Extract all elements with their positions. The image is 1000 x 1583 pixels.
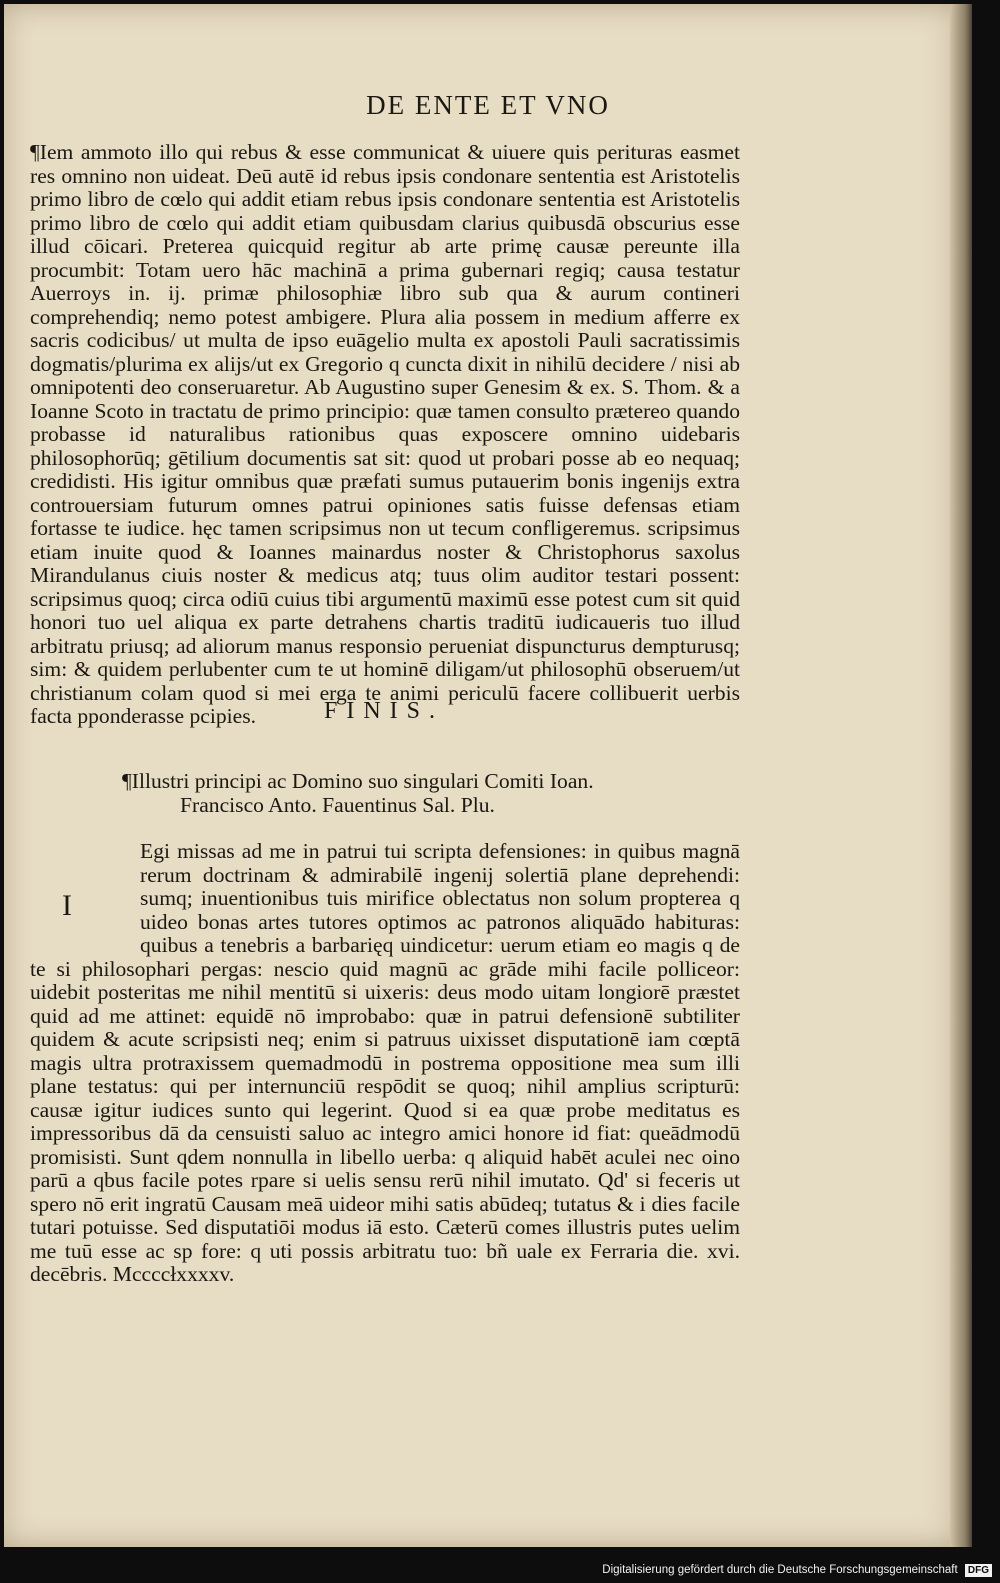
letter-text: Egi missas ad me in patrui tui scripta defensiones: in quibus magnā rerum doctrinam & admirabilē ingenij solertiā plane deprehendi: sumq; inuentionibus tuis mirifice oblectatus non solum propterea q uideo bonas artes tutores optimos ac patronos aliquādo habituras: quibus a tenebris a barbarięq uindicetur: uerum etiam eo magis q de te si philosophari pergas: nescio quid magnū ac grāde mihi facile polliceor: uidebit posteritas me nihil mentitū si uixeris: deus modo uitam longiorē præstet quid ad me attinet: equidē nō improbabo: quæ in patrui defensionē subtiliter quidem & acute scripsisti neq; enim si patruus uixisset disputationē iam cœptā magis ultra protraxissem quemadmodū in postrema oppositione mea sum illi plane testatus: qui per internunciū respōdit se quoq; nihil amplius scripturū: causæ igitur iudices sunto qui legerint. Quod si ea quæ probe meditatus es impressoribus dā da censuisti saluo ac integro amici honore id fiat: queādmodū promisisti. Sunt qdem nonnulla in libello uerba: q aliquid habēt aculei nec oino parū a qbus facile potes rpare si uelis sensu rerū nihil imutato. Qd' si feceris ut spero nō erit ingratū Causam meā uideor mihi satis abūdeq; tutatus & i dies facile tutari potuisse. Sed disputatiōi modus iā esto. Cæterū comes illustris putes uelim me tuū esse ac sp fore: q uti possis arbitratu tuo: bñ uale ex Ferraria die. xvi. decēbris. Mccccłxxxxv. <box>30 839 740 1286</box>
book-page <box>4 4 972 1547</box>
dfg-logo: DFG <box>965 1564 992 1577</box>
footer-credit <box>602 1564 992 1577</box>
letter-salutation <box>122 770 642 817</box>
footer-credit-text: Digitalisierung gefördert durch die Deutsche Forschungsgemeinschaft <box>602 1564 958 1576</box>
running-head: DE ENTE ET VNO <box>366 90 610 120</box>
letter-text-block <box>30 840 740 1287</box>
guide-initial: I <box>62 889 72 922</box>
finis-heading: FINIS. <box>323 698 444 724</box>
initial-space <box>30 840 140 957</box>
salutation-line-1: ¶Illustri principi ac Domino suo singulari Comiti Ioan. <box>122 769 594 793</box>
salutation-line-2: Francisco Anto. Fauentinus Sal. Plu. <box>180 792 495 817</box>
body-text: ¶Iem ammoto illo qui rebus & esse communicat & uiuere quis perituras easmet res omnino non uideat. Deū autē id rebus ipsis condonare sententia est Aristotelis primo libro de cœlo qui addit etiam rebus ipsis condonare sententia est Aristotelis primo libro de cœlo qui addit etiam quibusdam clarius quibusdā obscurius esse illud cōicari. Preterea quicquid regitur ab arte primę causæ pereunte illa procumbit: Totam uero hāc machinā a prima gubernari regiq; causa testatur Auerroys in. ij. primæ philosophiæ libro sub qua & aurum contineri comprehendiq; nemo potest ambigere. Plura alia possem in medium afferre ex sacris codicibus/ ut multa de ipso euāgelio multa ex apostoli Pauli sacratissimis dogmatis/plurima ex alijs/ut ex Gregorio q cuncta dixit in nihilū decidere / nisi ab omnipotenti deo conseruaretur. Ab Augustino super Genesim & ex. S. Thom. & a Ioanne Scoto in tractatu de primo principio: quæ tamen consulto prætereo quando probasse id naturalibus rationibus quas exposcere omnino uidebaris philosophorūq; gētilium documentis sat sit: quod ut probari posse ab eo nequaq; credidisti. His igitur omnibus quæ præfati sumus putauerim bonis ingenijs extra controuersiam futurum omnes patrui opiniones satis fuisse defensas etiam fortasse te iudice. hęc tamen scripsimus non ut tecum confligeremus. scripsimus etiam inuite quod & Ioannes mainardus noster & Christophorus saxolus Mirandulanus ciuis noster & medicus atq; tuus olim auditor testari possent: scripsimus quoq; circa odiū cuius tibi argumentū maximū esse potest cum sit quid honori tuo uel aliqua ex parte detrahens chartis traditū iudicaueris tuo illud arbitratu priusq; ad aliorum manus responsio perueniat dispuncturus dempturusq; sim: & quidem perlubenter cum te ut hominē diligam/ut philosophū obseruem/ut christianum colam quod si mei erga te animi periculū facere collibuerit uerbis facta pponderasse pcipies. <box>30 140 740 728</box>
page-gutter <box>950 4 972 1547</box>
